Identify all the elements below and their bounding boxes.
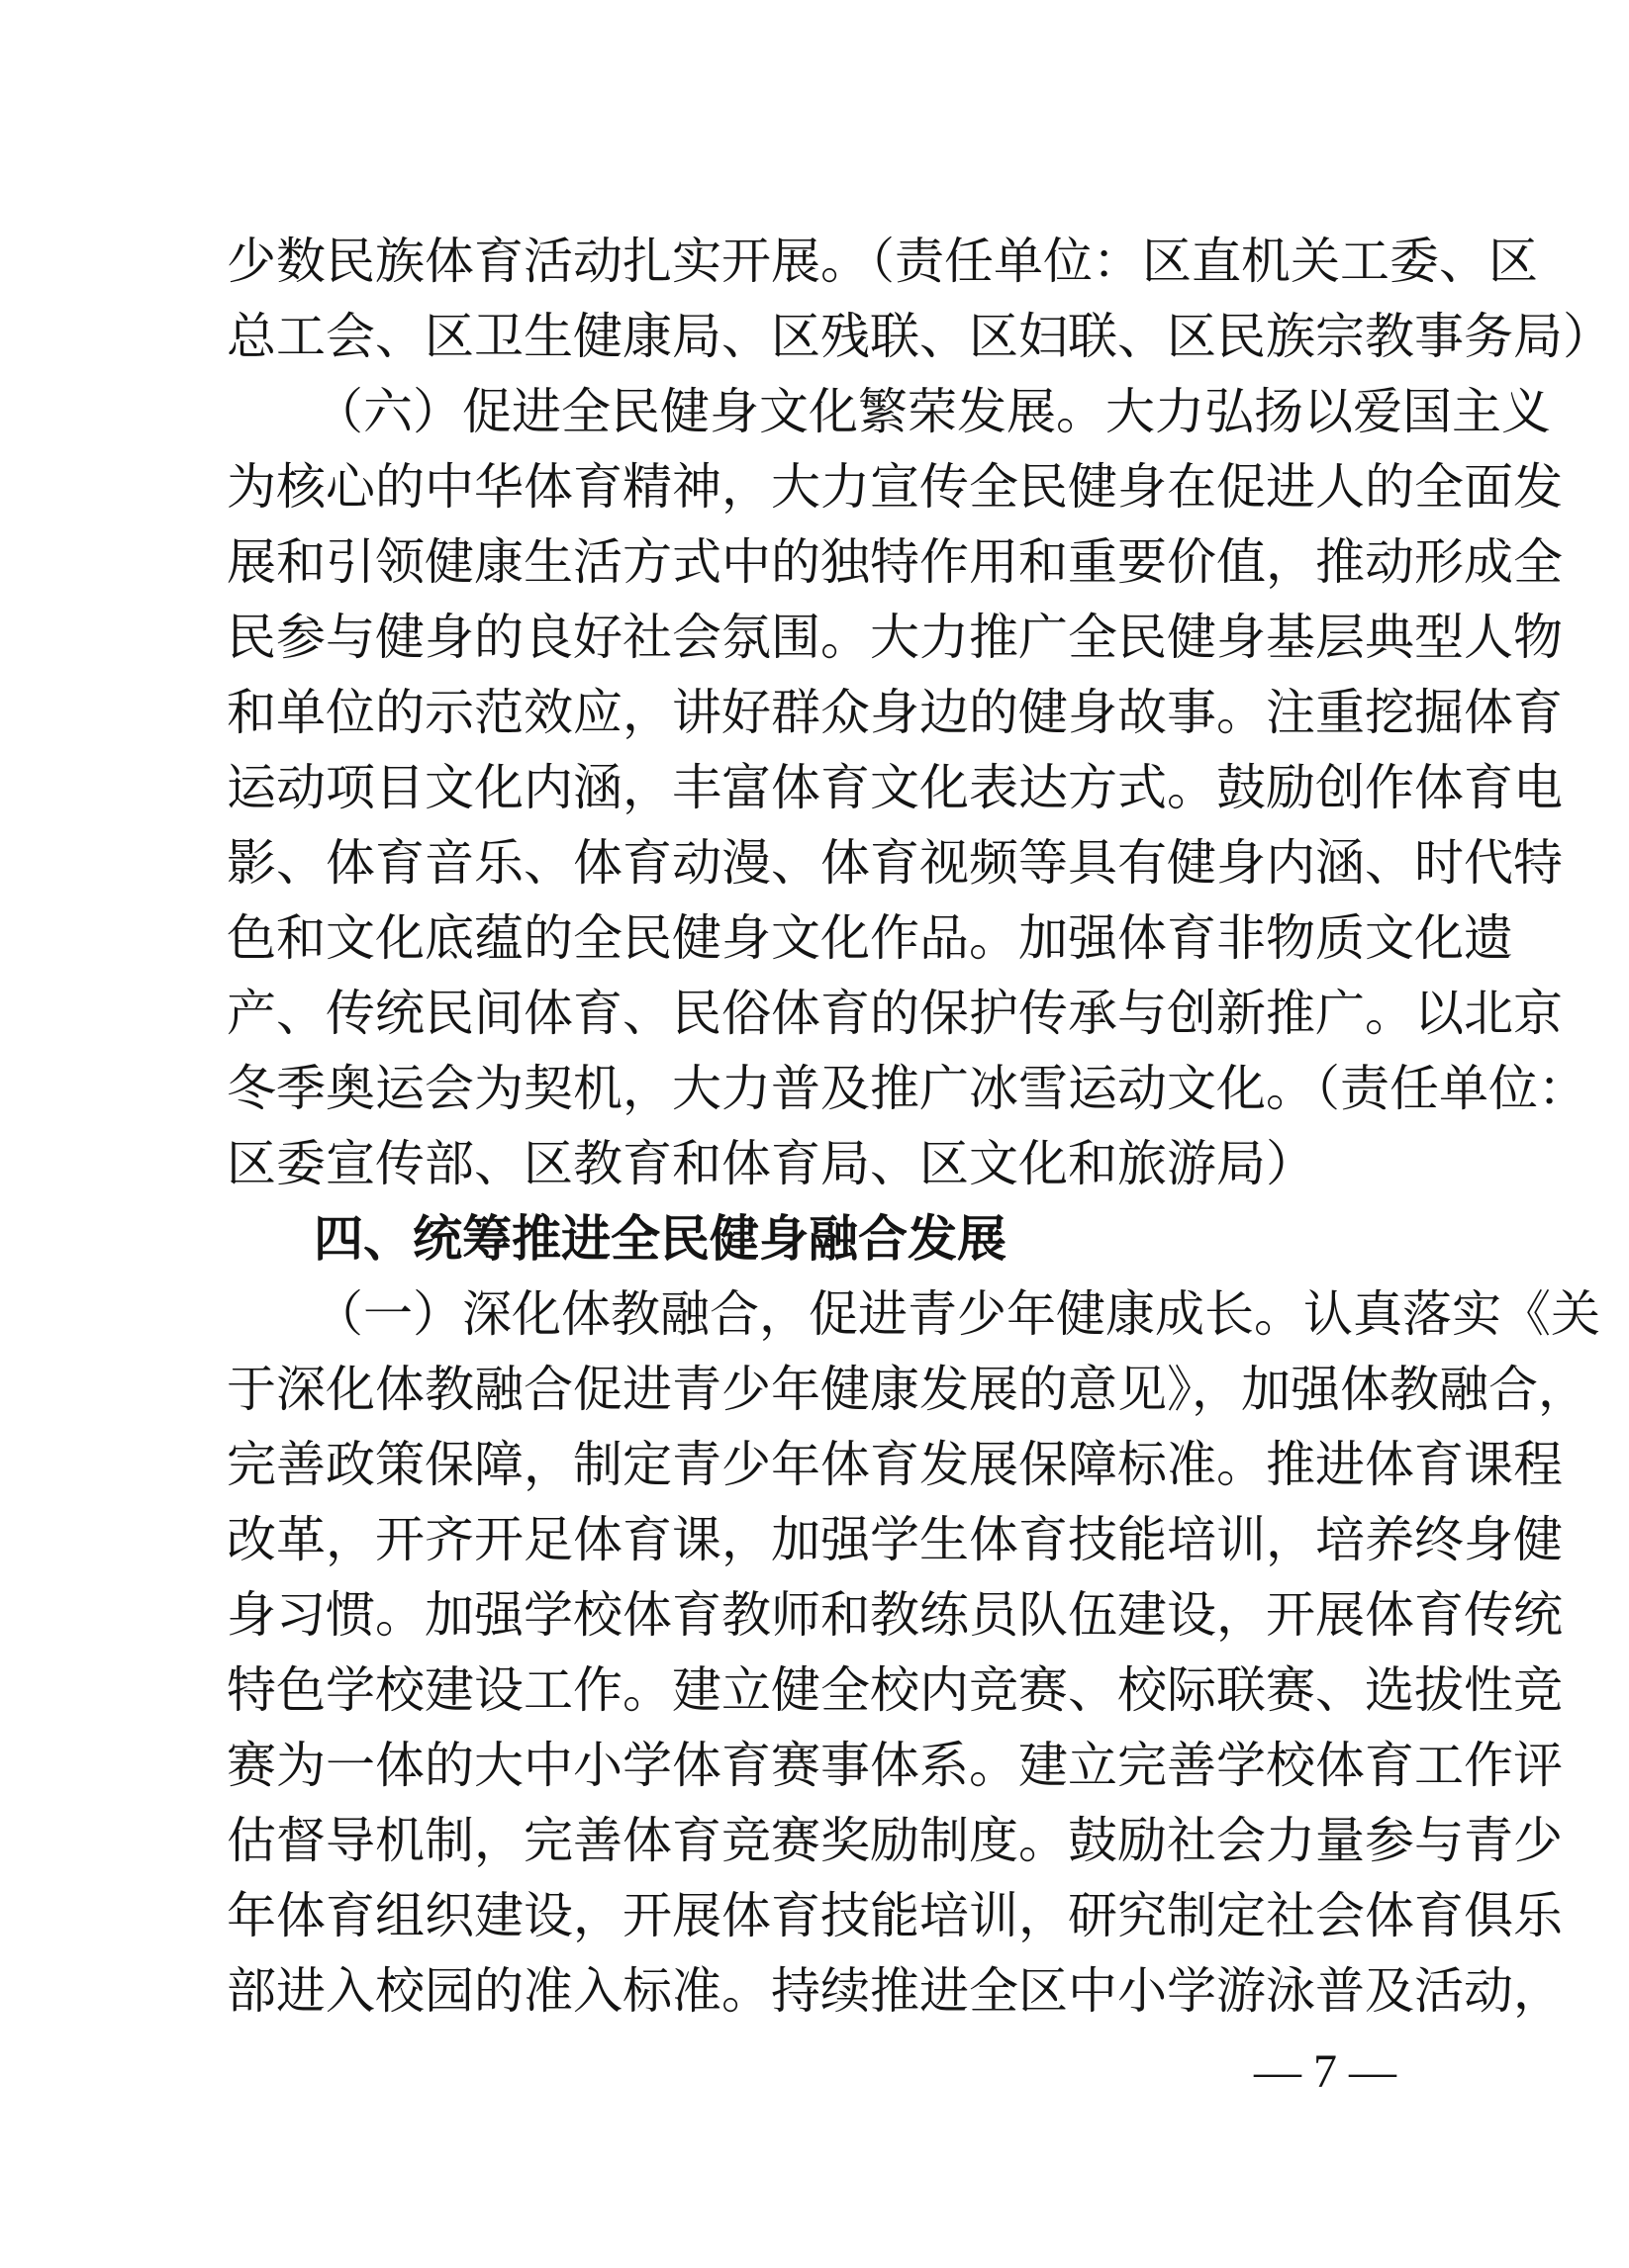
- body-line: 民参与健身的良好社会氛围。大力推广全民健身基层典型人物: [227, 609, 1563, 666]
- body-line: 赛为一体的大中小学体育赛事体系。建立完善学校体育工作评: [227, 1737, 1563, 1794]
- body-line: 估督导机制，完善体育竞赛奖励制度。鼓励社会力量参与青少: [227, 1812, 1563, 1869]
- body-line: 区委宣传部、区教育和体育局、区文化和旅游局）: [227, 1135, 1315, 1192]
- page-number: — 7 —: [1254, 2045, 1396, 2098]
- body-line: 运动项目文化内涵，丰富体育文化表达方式。鼓励创作体育电: [227, 759, 1563, 816]
- body-line: 于深化体教融合促进青少年健康发展的意见》，加强体教融合，: [227, 1361, 1587, 1418]
- body-line: 身习惯。加强学校体育教师和教练员队伍建设，开展体育传统: [227, 1586, 1563, 1644]
- body-line: 完善政策保障，制定青少年体育发展保障标准。推进体育课程: [227, 1436, 1563, 1493]
- body-line: 特色学校建设工作。建立健全校内竞赛、校际联赛、选拔性竞: [227, 1661, 1563, 1719]
- section-heading: 四、统筹推进全民健身融合发展: [314, 1210, 1006, 1268]
- body-line: 和单位的示范效应，讲好群众身边的健身故事。注重挖掘体育: [227, 684, 1563, 741]
- body-line: 改革，开齐开足体育课，加强学生体育技能培训，培养终身健: [227, 1511, 1563, 1568]
- body-line: 产、传统民间体育、民俗体育的保护传承与创新推广。以北京: [227, 985, 1563, 1042]
- body-line: 少数民族体育活动扎实开展。（责任单位：区直机关工委、区: [227, 233, 1538, 290]
- section-lead-line: （六）促进全民健身文化繁荣发展。大力弘扬以爱国主义: [314, 383, 1551, 440]
- body-line: 部进入校园的准入标准。持续推进全区中小学游泳普及活动，: [227, 1962, 1563, 2020]
- body-line: 展和引领健康生活方式中的独特作用和重要价值，推动形成全: [227, 533, 1563, 591]
- body-line: 色和文化底蕴的全民健身文化作品。加强体育非物质文化遗: [227, 909, 1513, 967]
- section-lead-line: （一）深化体教融合，促进青少年健康成长。认真落实《关: [314, 1285, 1600, 1343]
- body-line: 为核心的中华体育精神，大力宣传全民健身在促进人的全面发: [227, 458, 1563, 516]
- body-line: 年体育组织建设，开展体育技能培训，研究制定社会体育俱乐: [227, 1887, 1563, 1944]
- body-line: 总工会、区卫生健康局、区残联、区妇联、区民族宗教事务局）: [227, 308, 1612, 365]
- body-line: 冬季奥运会为契机，大力普及推广冰雪运动文化。（责任单位：: [227, 1060, 1587, 1117]
- body-line: 影、体育音乐、体育动漫、体育视频等具有健身内涵、时代特: [227, 834, 1563, 892]
